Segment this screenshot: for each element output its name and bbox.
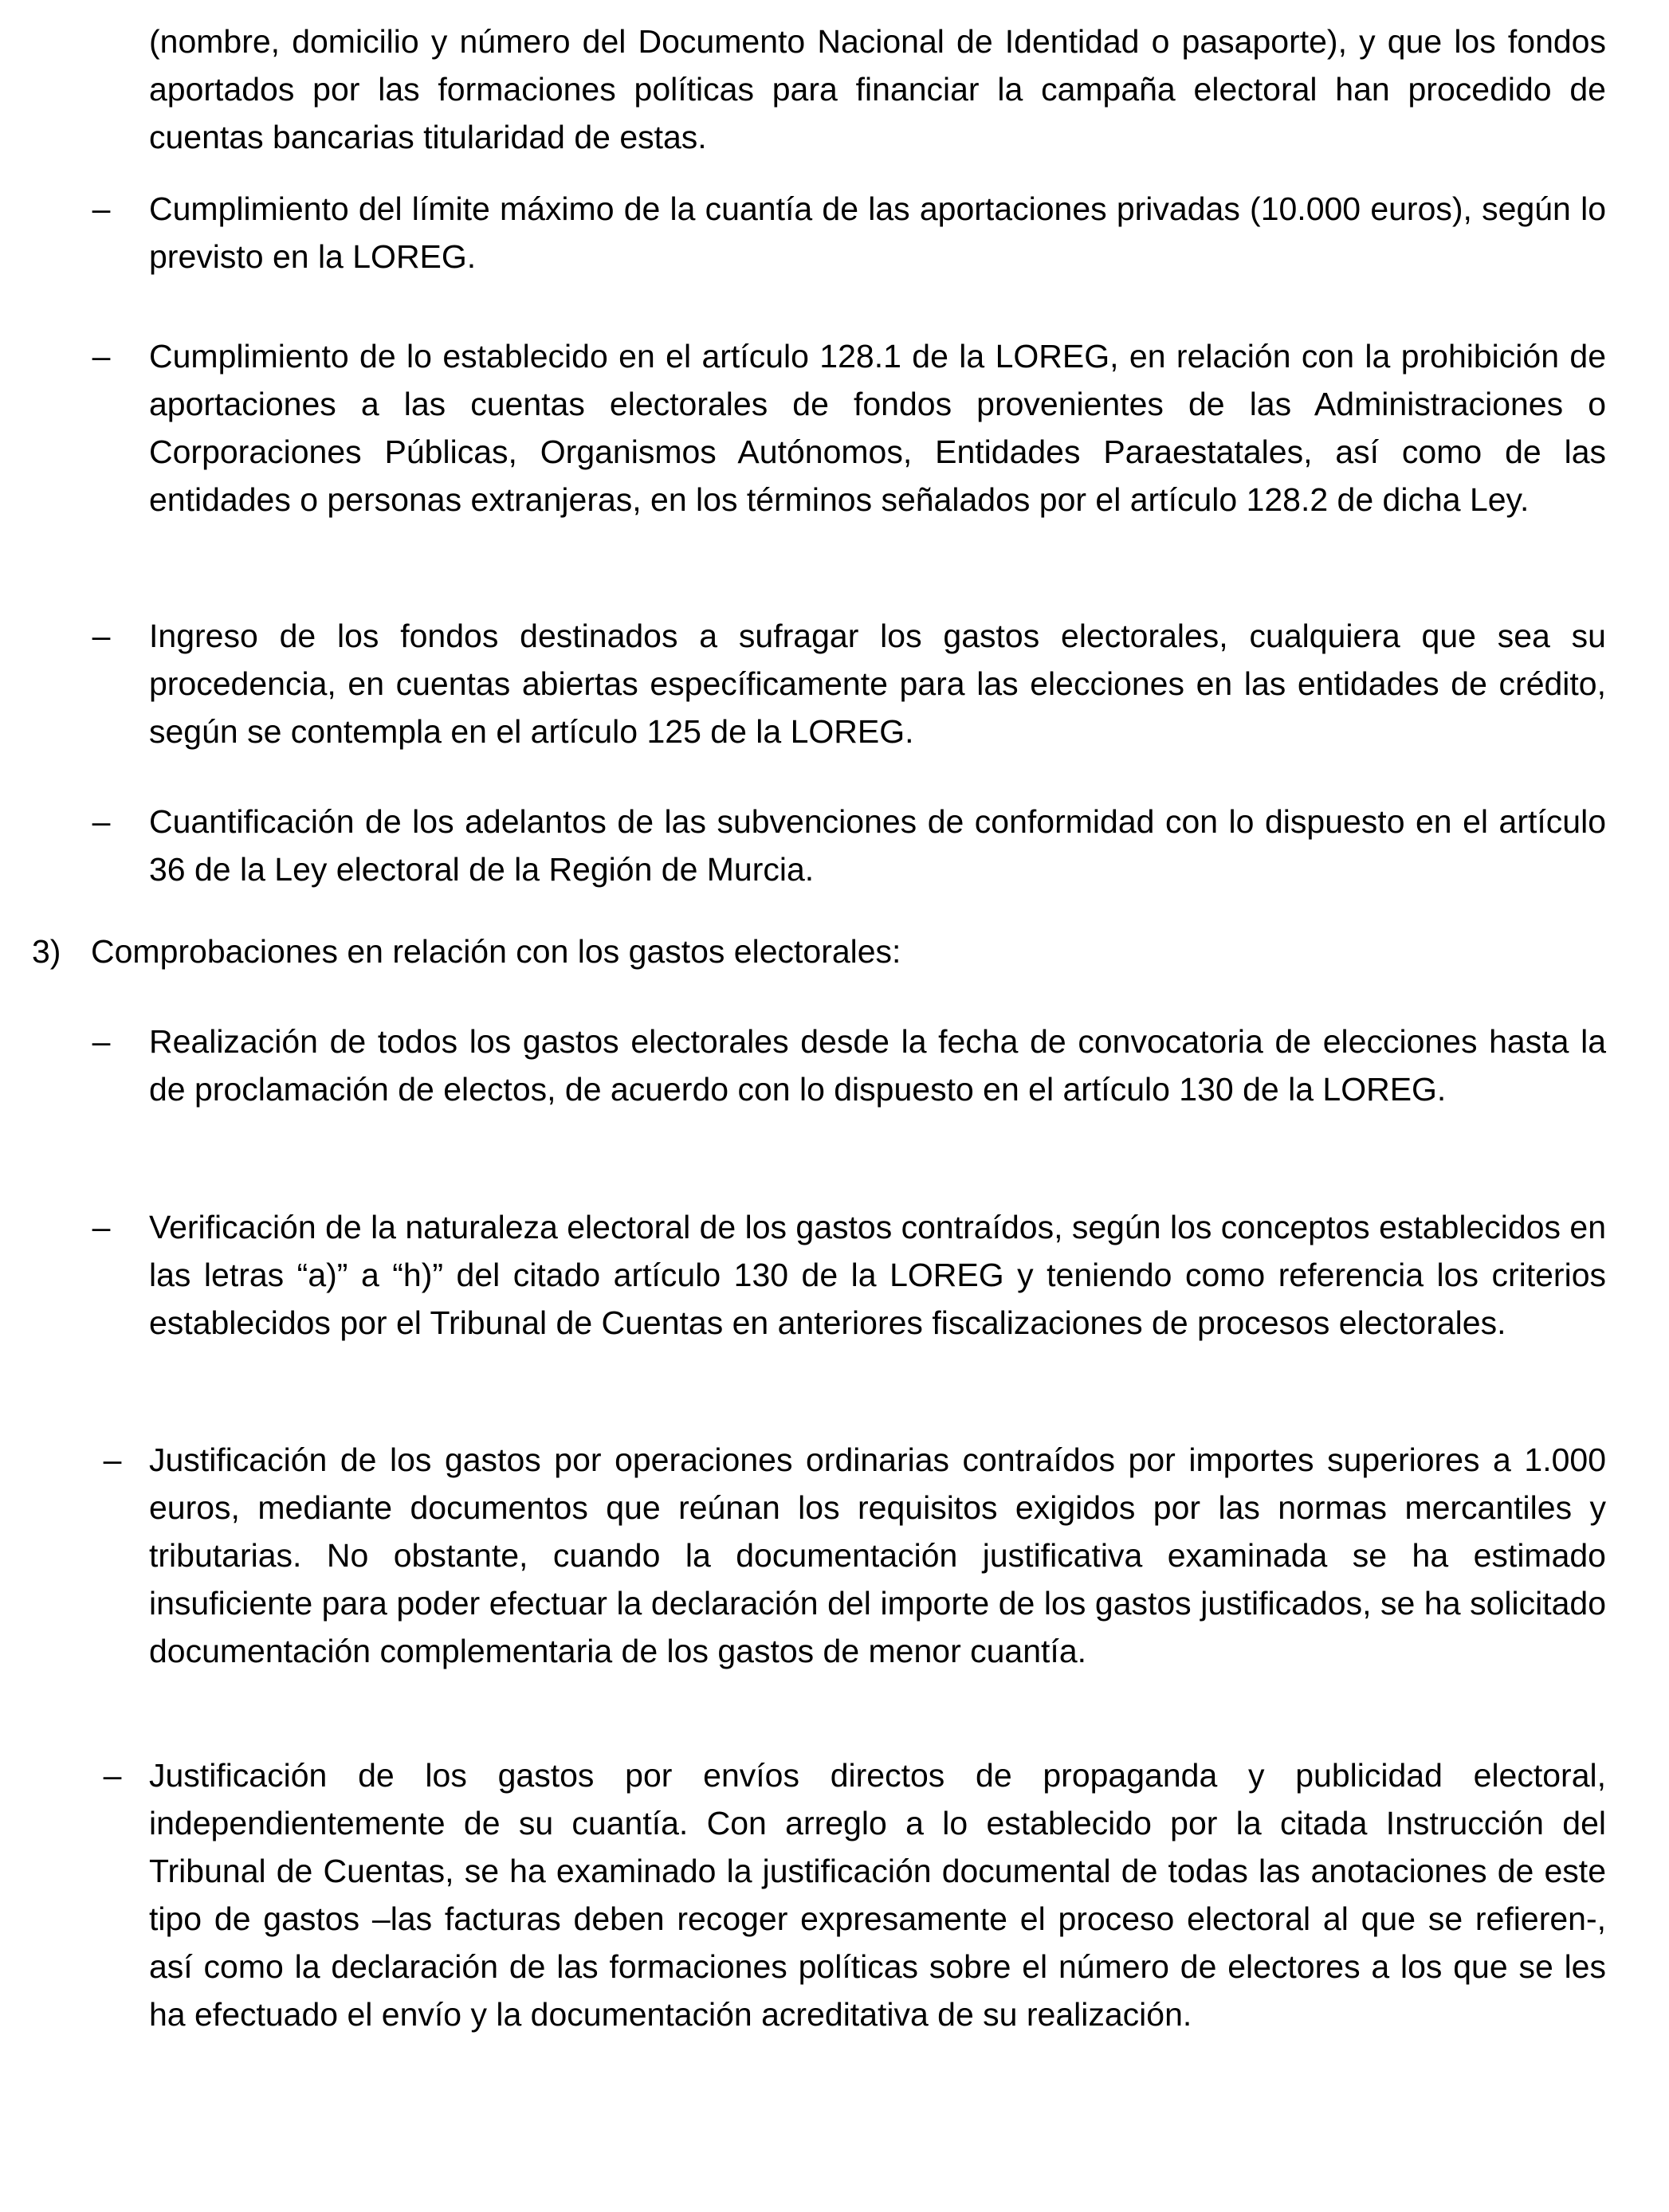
bullet-dash: – — [103, 1757, 122, 1794]
bullet-item: Verificación de la naturaleza electoral de los gastos contraídos, según los conceptos establecidos en las letras “a)” a “h)” del citado artículo 130 de la LOREG y teniendo como referencia los criterios establecidos por el Tribunal de Cuentas en anteriores fiscalizaciones de procesos electorales. — [149, 1209, 1606, 1341]
bullet-item: Cumplimiento del límite máximo de la cuantía de las aportaciones privadas (10.000 euros), según lo previsto en la LOREG. — [149, 190, 1606, 275]
bullet-item: Realización de todos los gastos electorales desde la fecha de convocatoria de elecciones hasta la de proclamación de electos, de acuerdo con lo dispuesto en el artículo 130 de la LOREG. — [149, 1023, 1606, 1108]
bullet-item: Ingreso de los fondos destinados a sufragar los gastos electorales, cualquiera que sea su procedencia, en cuentas abiertas específicamente para las elecciones en las entidades de crédito, según se contempla en el artículo 125 de la LOREG. — [149, 618, 1606, 750]
bullet-dash: – — [92, 338, 111, 375]
continuation-paragraph: (nombre, domicilio y número del Documento Nacional de Identidad o pasaporte), y que los fondos aportados por las formaciones políticas para financiar la campaña electoral han procedido de cuentas bancarias titularidad de estas. — [149, 23, 1606, 155]
bullet-item: Cuantificación de los adelantos de las subvenciones de conformidad con lo dispuesto en el artículo 36 de la Ley electoral de la Región de Murcia. — [149, 803, 1606, 888]
section-title: Comprobaciones en relación con los gastos electorales: — [91, 933, 901, 970]
bullet-dash: – — [92, 1023, 111, 1060]
section-number: 3) — [32, 933, 61, 970]
bullet-dash: – — [92, 1209, 111, 1245]
bullet-dash: – — [92, 190, 111, 227]
bullet-dash: – — [92, 618, 111, 654]
bullet-item: Justificación de los gastos por envíos directos de propaganda y publicidad electoral, independientemente de su cuantía. Con arreglo a lo establecido por la citada Instrucción del Tribunal de Cuentas, se ha examinado la justificación documental de todas las anotaciones de este tipo de gastos –las facturas deben recoger expresamente el proceso electoral al que se refieren-, así como la declaración de las formaciones políticas sobre el número de electores a los que se les ha efectuado el envío y la documentación acreditativa de su realización. — [149, 1757, 1606, 2033]
bullet-item: Justificación de los gastos por operaciones ordinarias contraídos por importes superiores a 1.000 euros, mediante documentos que reúnan los requisitos exigidos por las normas mercantiles y tributarias. No obstante, cuando la documentación justificativa examinada se ha estimado insuficiente para poder efectuar la declaración del importe de los gastos justificados, se ha solicitado documentación complementaria de los gastos de menor cuantía. — [149, 1441, 1606, 1669]
bullet-item: Cumplimiento de lo establecido en el artículo 128.1 de la LOREG, en relación con la prohibición de aportaciones a las cuentas electorales de fondos provenientes de las Administraciones o Corporaciones Públicas, Organismos Autónomos, Entidades Paraestatales, así como de las entidades o personas extranjeras, en los términos señalados por el artículo 128.2 de dicha Ley. — [149, 338, 1606, 518]
section-heading — [32, 928, 901, 975]
bullet-dash: – — [92, 803, 111, 840]
bullet-dash: – — [103, 1441, 122, 1478]
